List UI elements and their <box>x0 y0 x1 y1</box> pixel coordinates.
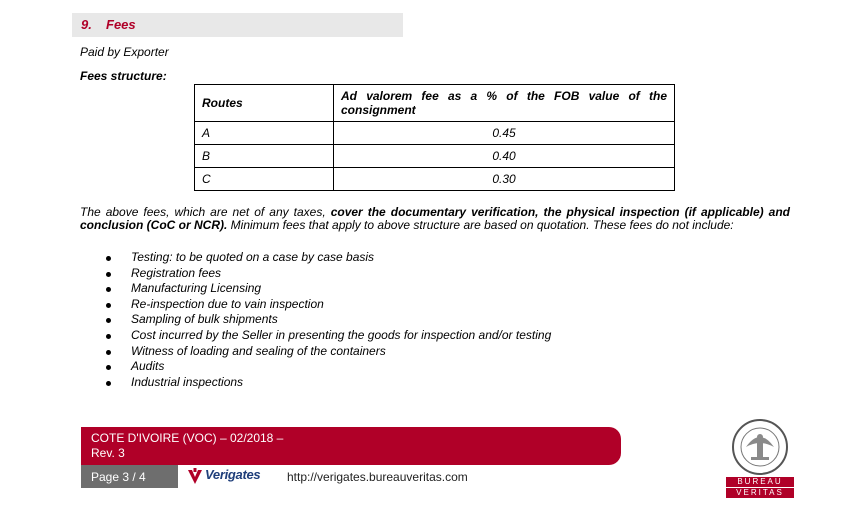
bullet-icon <box>106 272 111 277</box>
bv-bureau-label: BUREAU <box>726 477 794 487</box>
bullet-icon <box>106 334 111 339</box>
bullet-icon <box>106 381 111 386</box>
list-item <box>80 281 551 297</box>
fee-cell: 0.40 <box>334 145 675 168</box>
bullet-icon <box>106 256 111 261</box>
list-item-text: Sampling of bulk shipments <box>131 312 278 327</box>
section-number: 9. <box>81 17 92 32</box>
exclusions-list <box>80 250 551 390</box>
bureau-veritas-logo <box>726 417 794 497</box>
paid-by-text: Paid by Exporter <box>80 45 169 59</box>
list-item-text: Registration fees <box>131 265 222 280</box>
list-item <box>80 359 551 375</box>
bullet-icon <box>106 365 111 370</box>
route-cell: A <box>195 122 334 145</box>
route-cell: C <box>195 168 334 191</box>
bullet-icon <box>106 318 111 323</box>
header-fee: Ad valorem fee as a % of the FOB value of the consignment <box>334 85 675 122</box>
footer-url[interactable]: http://verigates.bureauveritas.com <box>287 470 468 484</box>
bullet-icon <box>106 303 111 308</box>
paragraph-bold: cover the documentary verification, the physical inspection (if applicable) and conclusion (CoC or NCR). <box>80 205 790 232</box>
fee-table <box>194 84 675 191</box>
paragraph-part2: Minimum fees that apply to above structure are based on quotation. These fees do not include: <box>227 218 734 232</box>
verigates-mark-icon <box>187 468 203 486</box>
list-item <box>80 344 551 360</box>
fees-paragraph <box>80 206 790 232</box>
footer-title: COTE D'IVOIRE (VOC) – 02/2018 – <box>91 431 284 445</box>
verigates-brand: Verigates <box>205 467 261 482</box>
table-row <box>195 122 675 145</box>
list-item-text: Manufacturing Licensing <box>131 281 262 296</box>
page-number-box <box>81 465 178 488</box>
fee-cell: 0.45 <box>334 122 675 145</box>
paragraph-part1: The above fees, which are net of any taxes, <box>80 205 331 219</box>
bv-veritas-label: VERITAS <box>726 488 794 498</box>
page-number: Page 3 / 4 <box>91 470 146 484</box>
route-cell: B <box>195 145 334 168</box>
list-item-text: Testing: to be quoted on a case by case basis <box>131 250 375 264</box>
list-item-text: Witness of loading and sealing of the containers <box>131 343 386 358</box>
header-routes: Routes <box>195 85 334 122</box>
list-item-text: Cost incurred by the Seller in presenting the goods for inspection and/or testing <box>131 327 552 342</box>
table-row <box>195 168 675 191</box>
list-item <box>80 312 551 328</box>
bullet-icon <box>106 287 111 292</box>
list-item <box>80 297 551 313</box>
section-title: Fees <box>106 17 136 32</box>
fees-structure-label: Fees structure: <box>80 69 167 83</box>
bullet-icon <box>106 350 111 355</box>
list-item-text: Re-inspection due to vain inspection <box>131 296 324 311</box>
list-item <box>80 266 551 282</box>
footer-bar <box>81 427 621 465</box>
table-row <box>195 145 675 168</box>
bv-seal-icon <box>726 417 794 477</box>
fee-cell: 0.30 <box>334 168 675 191</box>
footer-revision: Rev. 3 <box>91 446 125 460</box>
list-item-text: Industrial inspections <box>131 374 244 389</box>
table-header-row <box>195 85 675 122</box>
list-item-text: Audits <box>131 359 165 374</box>
list-item <box>80 328 551 344</box>
list-item <box>80 250 551 266</box>
section-header <box>72 13 403 37</box>
list-item <box>80 375 551 391</box>
